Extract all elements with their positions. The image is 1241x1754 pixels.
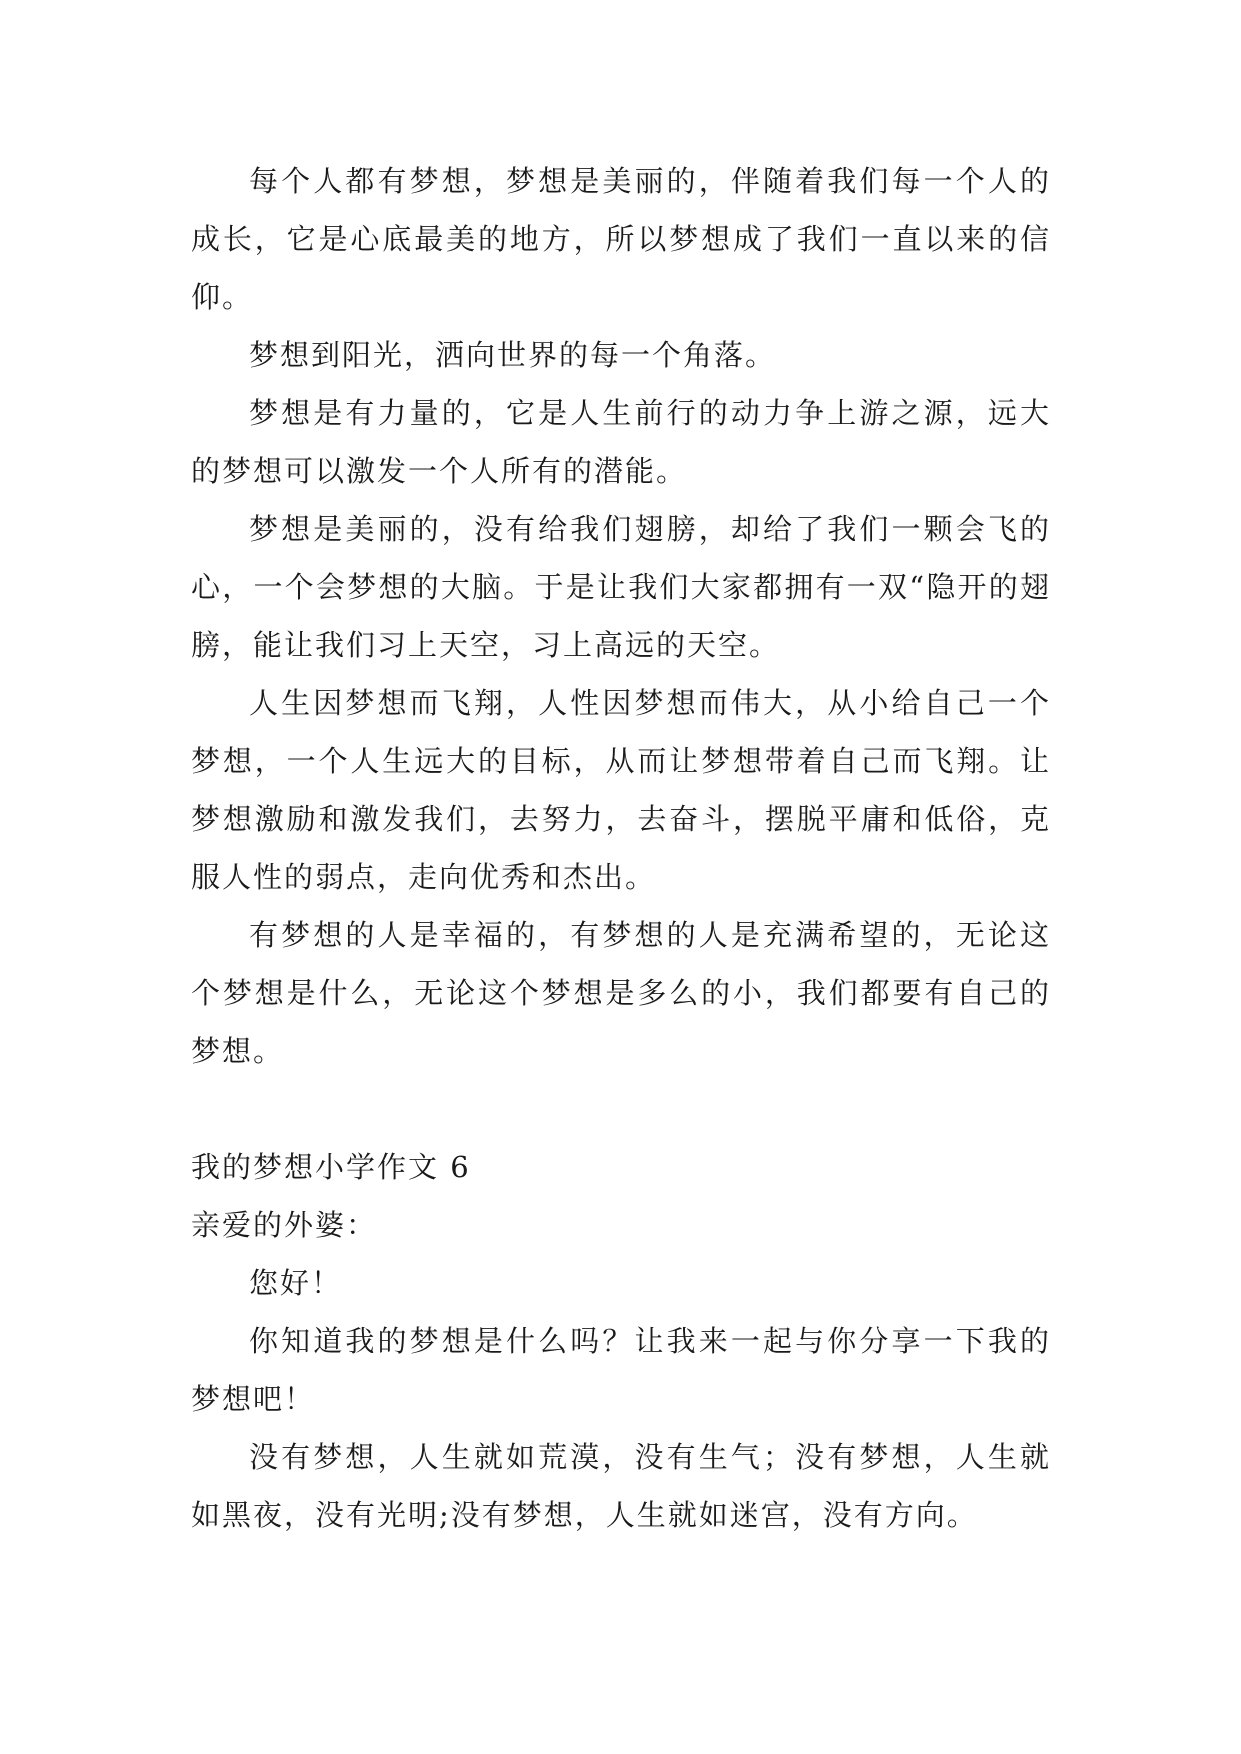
paragraph: 人生因梦想而飞翔，人性因梦想而伟大，从小给自己一个梦想，一个人生远大的目标，从而让梦想带着自己而飞翔。让梦想激励和激发我们，去努力，去奋斗，摆脱平庸和低俗，克服人性的弱点，走向优秀和杰出。 xyxy=(191,686,1051,894)
paragraph: 梦想是美丽的，没有给我们翅膀，却给了我们一颗会飞的心，一个会梦想的大脑。于是让我们大家都拥有一双“隐开的翅膀，能让我们习上天空，习上高远的天空。 xyxy=(191,512,1051,662)
document-body xyxy=(191,152,1051,1544)
salutation: 亲爱的外婆： xyxy=(191,1208,378,1242)
paragraph: 有梦想的人是幸福的，有梦想的人是充满希望的，无论这个梦想是什么，无论这个梦想是多么的小，我们都要有自己的梦想。 xyxy=(191,918,1051,1068)
section-title: 我的梦想小学作文 6 xyxy=(191,1150,471,1184)
paragraph: 你知道我的梦想是什么吗？让我来一起与你分享一下我的梦想吧！ xyxy=(191,1324,1051,1416)
paragraph: 梦想是有力量的，它是人生前行的动力争上游之源，远大的梦想可以激发一个人所有的潜能。 xyxy=(191,396,1051,488)
paragraph: 梦想到阳光，洒向世界的每一个角落。 xyxy=(249,338,777,372)
greeting: 您好！ xyxy=(249,1266,343,1300)
paragraph: 每个人都有梦想，梦想是美丽的，伴随着我们每一个人的成长，它是心底最美的地方，所以梦想成了我们一直以来的信仰。 xyxy=(191,164,1051,314)
paragraph: 没有梦想，人生就如荒漠，没有生气；没有梦想，人生就如黑夜，没有光明;没有梦想，人生就如迷宫，没有方向。 xyxy=(191,1440,1051,1532)
